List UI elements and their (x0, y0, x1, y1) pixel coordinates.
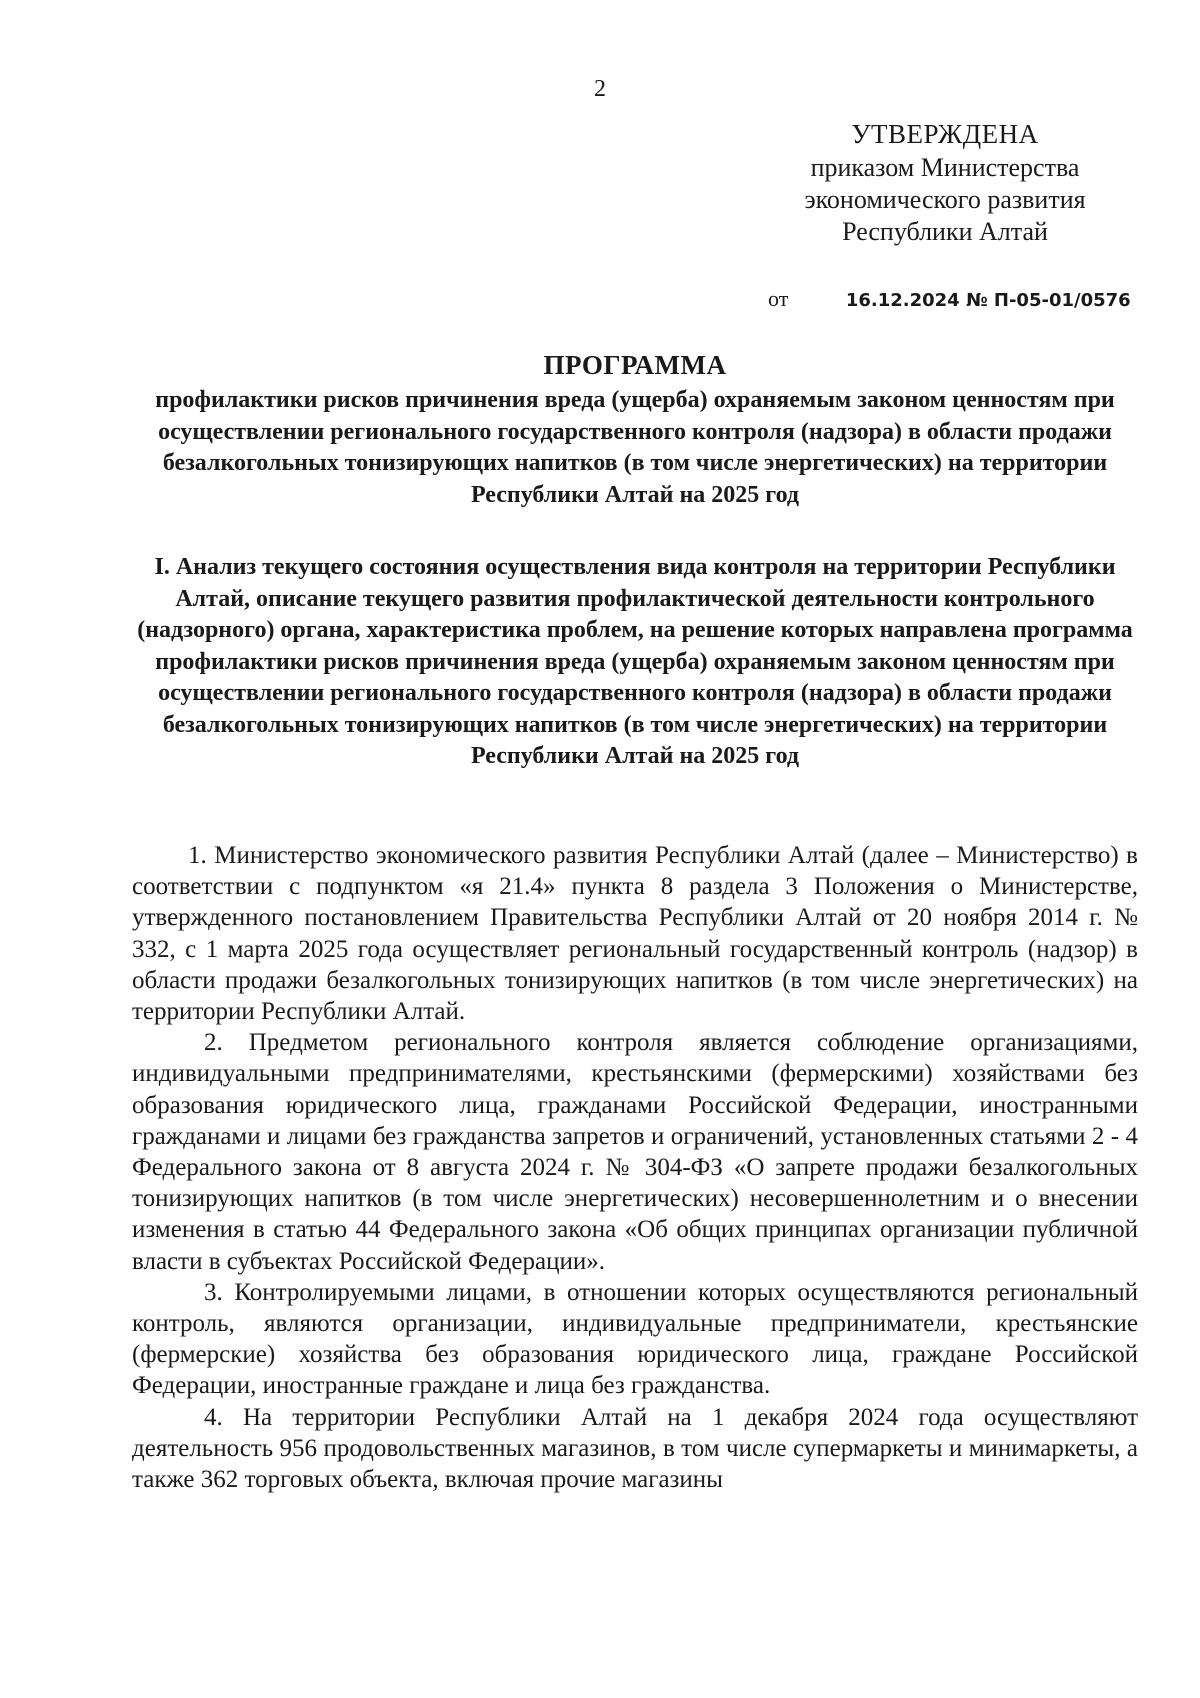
paragraph-1: 1. Министерство экономического развития Республики Алтай (далее – Министерство) в соответствии с подпунктом «я 21.4» пункта 8 раздела 3 Положения о Министерстве, утвержденного постановлением Правительства Республики Алтай от 20 ноября 2014 г. № 332, с 1 марта 2025 года осуществляет региональный государственный контроль (надзор) в области продажи безалкогольных тонизирующих напитков (в том числе энергетических) на территории Республики Алтай. (132, 842, 1138, 1026)
program-subtitle: профилактики рисков причинения вреда (ущерба) охраняемым законом ценностям при осуществлении регионального государственного контроля (надзора) в области продажи безалкогольных тонизирующих напитков (в том числе энергетических) на территории Республики Алтай на 2025 год (155, 387, 1115, 508)
program-title: ПРОГРАММА (543, 350, 727, 380)
page-number: 2 (594, 76, 606, 102)
paragraph-3: 3. Контролируемыми лицами, в отношении которых осуществляются региональный контроль, являются организации, индивидуальные предприниматели, крестьянские (фермерские) хозяйства без образования юридического лица, граждане Российской Федерации, иностранные граждане и лица без гражданства. (132, 1278, 1138, 1400)
approval-stamp: УТВЕРЖДЕНА (851, 119, 1039, 149)
paragraph-4: 4. На территории Республики Алтай на 1 декабря 2024 года осуществляют деятельность 956 продовольственных магазинов, в том числе супермаркеты и минимаркеты, а также 362 торговых объекта, включая прочие магазины (132, 1403, 1138, 1494)
order-number: 16.12.2024 № П-05-01/0576 (845, 290, 1131, 311)
body-text (132, 840, 1138, 1495)
approval-line-1: приказом Министерства (810, 153, 1080, 182)
order-from-label: от (768, 286, 789, 311)
paragraph-2: 2. Предметом регионального контроля является соблюдение организациями, индивидуальными предпринимателями, крестьянскими (фермерскими) хозяйствами без образования юридического лица, гражданами Российской Федерации, иностранными гражданами и лицами без гражданства запретов и ограничений, установленных статьями 2 - 4 Федерального закона от 8 августа 2024 г. № 304-ФЗ «О запрете продажи безалкогольных тонизирующих напитков (в том числе энергетических) несовершеннолетним и о внесении изменения в статью 44 Федерального закона «Об общих принципах организации публичной власти в субъектах Российской Федерации». (132, 1029, 1138, 1275)
approval-block (780, 118, 1110, 248)
approval-line-2: экономического развития (804, 185, 1086, 214)
order-date-number (768, 286, 1148, 312)
section-heading: I. Анализ текущего состояния осуществления вида контроля на территории Республики Алтай, описание текущего развития профилактической деятельности контрольного (надзорного) органа, характеристика проблем, на решение которых направлена программа профилактики рисков причинения вреда (ущерба) охраняемым законом ценностям при осуществлении регионального государственного контроля (надзора) в области продажи безалкогольных тонизирующих напитков (в том числе энергетических) на территории Республики Алтай на 2025 год (137, 554, 1133, 769)
approval-line-3: Республики Алтай (842, 217, 1048, 246)
